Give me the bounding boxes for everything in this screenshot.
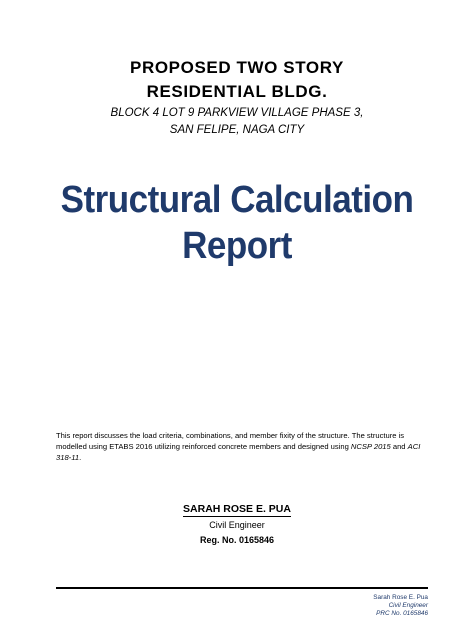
signatory-name: [0, 503, 474, 516]
signatory-reg-number: Reg. No. 0165846: [199, 535, 275, 545]
project-title-line1: PROPOSED TWO STORY: [130, 58, 344, 77]
project-title-line2: RESIDENTIAL BLDG.: [146, 82, 328, 101]
intro-paragraph: [56, 430, 426, 463]
intro-code-aci: ACI 318-11: [56, 442, 421, 462]
footer-prc: PRC No. 0165846: [376, 610, 428, 617]
report-title-line2: Report: [182, 224, 292, 267]
intro-code-ncsp: NCSP 2015: [350, 442, 391, 451]
intro-and: and: [390, 442, 408, 451]
footer-name: Sarah Rose E. Pua: [373, 594, 428, 601]
project-address-line2: SAN FELIPE, NAGA CITY: [169, 124, 305, 136]
project-address-line1: BLOCK 4 LOT 9 PARKVIEW VILLAGE PHASE 3,: [110, 107, 364, 119]
report-title-line1: Structural Calculation: [60, 178, 414, 221]
footer-divider: [56, 587, 428, 589]
signatory-name-text: SARAH ROSE E. PUA: [183, 503, 291, 515]
intro-end: .: [79, 453, 82, 462]
footer-block: [373, 594, 428, 618]
intro-text: This report discusses the load criteria, combinations, and member fixity of the structure. The structure is modelled using ETABS 2016 utilizing reinforced concrete members and designed using: [56, 431, 405, 451]
signatory-role: Civil Engineer: [209, 520, 265, 530]
footer-role: Civil Engineer: [388, 602, 428, 609]
